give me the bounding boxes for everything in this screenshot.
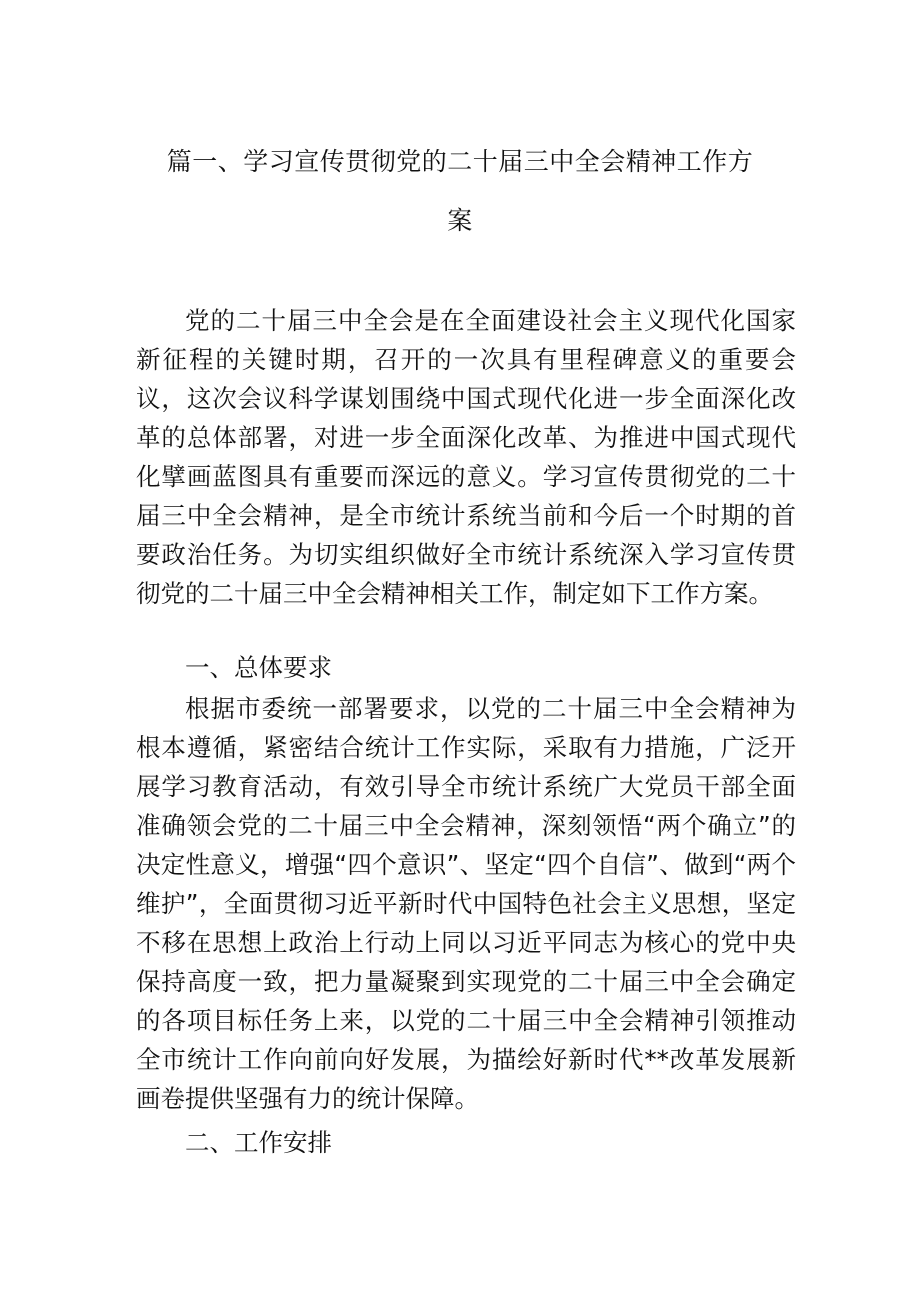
section-heading-work-arrangement: 二、工作安排 [185,1128,332,1157]
document-title-line-1: 篇一、学习宣传贯彻党的二十届三中全会精神工作方 [166,147,754,176]
section-heading-overall-requirements: 一、总体要求 [185,653,332,682]
intro-paragraph: 党的二十届三中全会是在全面建设社会主义现代化国家新征程的关键时期，召开的一次具有里程碑意义的重要会议，这次会议科学谋划围绕中国式现代化进一步全面深化改革的总体部署，对进一步全面深化改革、为推进中国式现代化擘画蓝图具有重要而深远的意义。学习宣传贯彻党的二十届三中全会精神，是全市统计系统当前和今后一个时期的首要政治任务。为切实组织做好全市统计系统深入学习宣传贯彻党的二十届三中全会精神相关工作，制定如下工作方案。 [136,306,796,608]
document-title-line-2: 案 [447,206,473,235]
overall-requirements-paragraph: 根据市委统一部署要求，以党的二十届三中全会精神为根本遵循，紧密结合统计工作实际，采取有力措施，广泛开展学习教育活动，有效引导全市统计系统广大党员干部全面准确领会党的二十届三中全会精神，深刻领悟“两个确立”的决定性意义，增强“四个意识”、坚定“四个自信”、做到“两个维护”，全面贯彻习近平新时代中国特色社会主义思想，坚定不移在思想上政治上行动上同以习近平同志为核心的党中央保持高度一致，把力量凝聚到实现党的二十届三中全会确定的各项目标任务上来，以党的二十届三中全会精神引领推动全市统计工作向前向好发展，为描绘好新时代**改革发展新画卷提供坚强有力的统计保障。 [136,694,796,1113]
